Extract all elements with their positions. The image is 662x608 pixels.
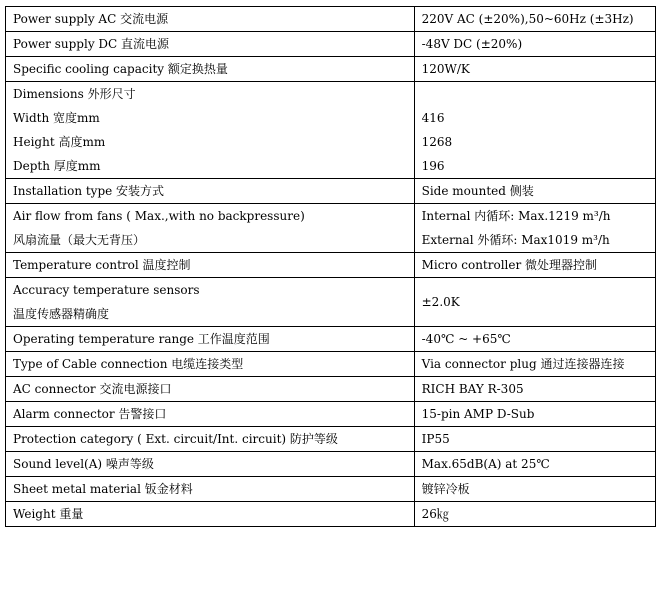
value-cell: ±2.0K bbox=[414, 278, 655, 327]
value-cell: RICH BAY R-305 bbox=[414, 377, 655, 402]
value-cell: 220V AC (±20%),50~60Hz (±3Hz) bbox=[414, 7, 655, 32]
table-row bbox=[6, 82, 656, 179]
value-cell: -48V DC (±20%) bbox=[414, 32, 655, 57]
value-cell: Side mounted 侧装 bbox=[414, 179, 655, 204]
spec-table bbox=[5, 6, 656, 527]
value-cell: 15-pin AMP D-Sub bbox=[414, 402, 655, 427]
param-cell: Temperature control 温度控制 bbox=[6, 253, 415, 278]
param-cell: AC connector 交流电源接口 bbox=[6, 377, 415, 402]
param-cell: Sound level(A) 噪声等级 bbox=[6, 452, 415, 477]
table-row bbox=[6, 32, 656, 57]
table-row bbox=[6, 253, 656, 278]
table-row bbox=[6, 7, 656, 32]
value-cell: IP55 bbox=[414, 427, 655, 452]
table-row bbox=[6, 502, 656, 527]
param-cell: Air flow from fans ( Max.,with no backpressure) 风扇流量（最大无背压） bbox=[6, 204, 415, 253]
param-cell: Dimensions 外形尺寸 Width 宽度mm Height 高度mm Depth 厚度mm bbox=[6, 82, 415, 179]
table-row bbox=[6, 204, 656, 253]
value-cell: Micro controller 微处理器控制 bbox=[414, 253, 655, 278]
table-row bbox=[6, 477, 656, 502]
value-cell: 120W/K bbox=[414, 57, 655, 82]
param-cell: Weight 重量 bbox=[6, 502, 415, 527]
value-cell: Via connector plug 通过连接器连接 bbox=[414, 352, 655, 377]
table-row bbox=[6, 57, 656, 82]
param-cell: Operating temperature range 工作温度范围 bbox=[6, 327, 415, 352]
value-cell: 26㎏ bbox=[414, 502, 655, 527]
param-cell: Alarm connector 告警接口 bbox=[6, 402, 415, 427]
value-cell: 镀锌冷板 bbox=[414, 477, 655, 502]
value-cell: Max.65dB(A) at 25℃ bbox=[414, 452, 655, 477]
table-row bbox=[6, 352, 656, 377]
table-row bbox=[6, 377, 656, 402]
value-cell: -40℃ ~ +65℃ bbox=[414, 327, 655, 352]
table-row bbox=[6, 278, 656, 327]
param-cell: Power supply AC 交流电源 bbox=[6, 7, 415, 32]
table-row bbox=[6, 179, 656, 204]
table-row bbox=[6, 427, 656, 452]
value-cell: 416 1268 196 bbox=[414, 82, 655, 179]
param-cell: Type of Cable connection 电缆连接类型 bbox=[6, 352, 415, 377]
param-cell: Installation type 安装方式 bbox=[6, 179, 415, 204]
param-cell: Specific cooling capacity 额定换热量 bbox=[6, 57, 415, 82]
table-row bbox=[6, 402, 656, 427]
table-row bbox=[6, 327, 656, 352]
param-cell: Protection category ( Ext. circuit/Int. circuit) 防护等级 bbox=[6, 427, 415, 452]
param-cell: Power supply DC 直流电源 bbox=[6, 32, 415, 57]
param-cell: Accuracy temperature sensors 温度传感器精确度 bbox=[6, 278, 415, 327]
param-cell: Sheet metal material 钣金材料 bbox=[6, 477, 415, 502]
value-cell: Internal 内循环: Max.1219 m³/h External 外循环: Max1019 m³/h bbox=[414, 204, 655, 253]
table-row bbox=[6, 452, 656, 477]
